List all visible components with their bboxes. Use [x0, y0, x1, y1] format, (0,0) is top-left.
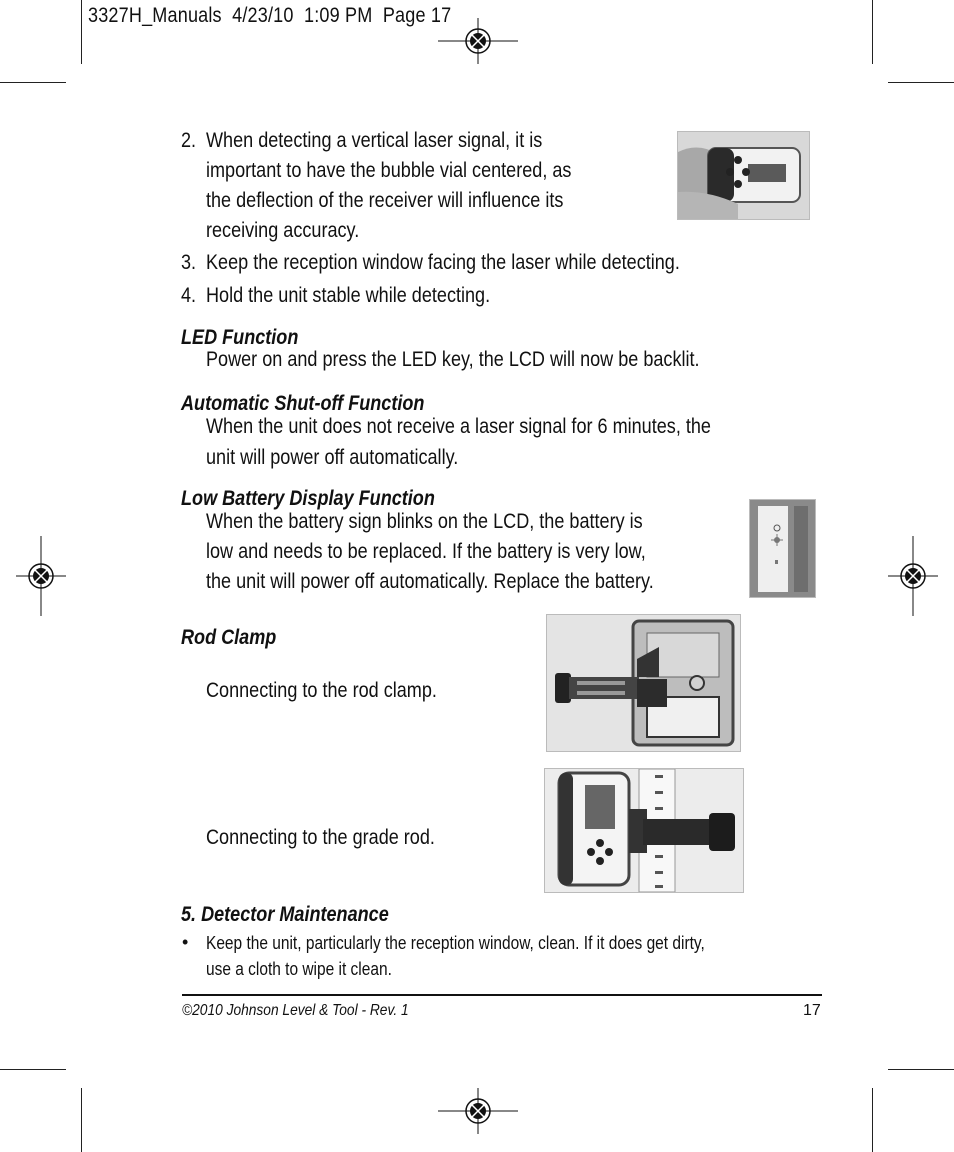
footer-rule — [182, 994, 822, 996]
rod-clamp-photo — [546, 614, 741, 752]
crop-mark — [872, 0, 873, 64]
step-number: 2. — [181, 129, 197, 152]
section-heading-maintenance: 5. Detector Maintenance — [181, 903, 389, 926]
crop-mark — [0, 82, 66, 83]
section-text: low and needs to be replaced. If the battery is very low, — [206, 540, 646, 563]
crop-mark — [0, 1069, 66, 1070]
section-text: the unit will power off automatically. Replace the battery. — [206, 570, 654, 593]
section-text: When the battery sign blinks on the LCD, the battery is — [206, 510, 643, 533]
step-line: the deflection of the receiver will influence its — [206, 189, 564, 212]
section-heading-low-battery: Low Battery Display Function — [181, 487, 435, 510]
crop-mark — [872, 1088, 873, 1152]
registration-mark-icon — [888, 536, 938, 616]
crop-mark — [81, 1088, 82, 1152]
footer-copyright: ©2010 Johnson Level & Tool - Rev. 1 — [182, 1002, 409, 1019]
rod-clamp-caption: Connecting to the rod clamp. — [206, 679, 437, 702]
section-text: Power on and press the LED key, the LCD will now be backlit. — [206, 348, 700, 371]
grade-rod-caption: Connecting to the grade rod. — [206, 826, 435, 849]
crop-mark — [888, 82, 954, 83]
registration-mark-icon — [16, 536, 66, 616]
step-number: 4. — [181, 284, 197, 307]
step-line: Hold the unit stable while detecting. — [206, 284, 491, 307]
section-heading-led: LED Function — [181, 326, 299, 349]
bullet-marker: • — [182, 932, 189, 952]
page-number: 17 — [803, 1002, 821, 1019]
section-text: unit will power off automatically. — [206, 446, 459, 469]
detector-in-hand-photo — [677, 131, 810, 220]
bullet-text: Keep the unit, particularly the reception window, clean. If it does get dirty, — [206, 933, 705, 953]
print-slug: 3327H_Manuals 4/23/10 1:09 PM Page 17 — [88, 4, 452, 27]
registration-mark-icon — [438, 1088, 518, 1134]
section-text: When the unit does not receive a laser signal for 6 minutes, the — [206, 415, 711, 438]
crop-mark — [81, 0, 82, 64]
section-heading-rod-clamp: Rod Clamp — [181, 626, 277, 649]
step-line: important to have the bubble vial centered, as — [206, 159, 572, 182]
section-heading-auto-shutoff: Automatic Shut-off Function — [181, 392, 425, 415]
crop-mark — [888, 1069, 954, 1070]
step-number: 3. — [181, 251, 197, 274]
bullet-text: use a cloth to wipe it clean. — [206, 959, 392, 979]
lcd-battery-photo — [749, 499, 816, 598]
step-line: receiving accuracy. — [206, 219, 360, 242]
step-line: When detecting a vertical laser signal, it is — [206, 129, 543, 152]
grade-rod-photo — [544, 768, 744, 893]
step-line: Keep the reception window facing the laser while detecting. — [206, 251, 680, 274]
